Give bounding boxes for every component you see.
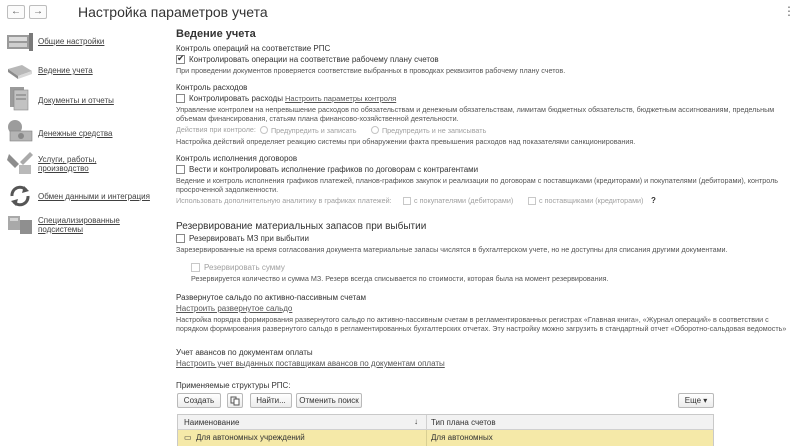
reserve-sum-label[interactable]: Резервировать сумму xyxy=(204,263,285,272)
sidebar-item-general[interactable] xyxy=(6,28,166,58)
sort-arrow-icon[interactable]: ↓ xyxy=(414,417,418,426)
exchange-arrows-icon xyxy=(6,183,34,209)
arrow-right-icon: → xyxy=(33,6,43,17)
sidebar-item-label: Обмен данными и интеграция xyxy=(38,192,150,201)
general-settings-icon xyxy=(6,28,34,54)
structures-heading: Применяемые структуры РПС: xyxy=(176,381,291,390)
sidebar-item-exchange[interactable] xyxy=(6,183,166,213)
reserve-checkbox-label[interactable]: Резервировать МЗ при выбытии xyxy=(189,234,309,243)
sidebar-item-label: Документы и отчеты xyxy=(38,96,114,105)
sidebar-item-label: Общие настройки xyxy=(38,37,105,46)
sidebar-item-documents[interactable] xyxy=(6,85,166,115)
table-row[interactable] xyxy=(178,430,713,446)
balance-heading: Развернутое сальдо по активно-пассивным счетам xyxy=(176,293,367,302)
contracts-analytics-label: Использовать дополнительную аналитику в графиках платежей: xyxy=(176,196,392,205)
specialized-subsystems-icon xyxy=(6,212,34,238)
copy-icon xyxy=(230,396,240,406)
radio-label: Предупредить и не записывать xyxy=(382,126,487,135)
forward-button[interactable] xyxy=(29,5,47,19)
copy-button[interactable] xyxy=(227,393,243,408)
radio-warn-and-save[interactable] xyxy=(260,126,356,136)
rps-checkbox-label[interactable]: Контролировать операции на соответствие рабочему плану счетов xyxy=(189,55,439,64)
expenses-settings-link[interactable]: Настроить параметры контроля xyxy=(285,94,397,103)
row-icon: ▭ xyxy=(184,433,192,442)
services-tools-icon xyxy=(6,150,34,176)
more-menu-icon[interactable]: ⋮ xyxy=(783,4,795,18)
documents-icon xyxy=(6,85,34,111)
find-button[interactable]: Найти... xyxy=(250,393,292,408)
section-title: Ведение учета xyxy=(176,28,256,40)
contracts-checkbox-label[interactable]: Вести и контролировать исполнение графиков по договорам с контрагентами xyxy=(189,165,479,174)
more-button-label: Еще xyxy=(684,396,702,405)
sidebar-item-label: Специализированные подсистемы xyxy=(38,216,120,234)
advances-heading: Учет авансов по документам оплаты xyxy=(176,348,313,357)
suppliers-checkbox[interactable] xyxy=(528,197,536,205)
column-type-header[interactable]: Тип плана счетов xyxy=(431,418,496,427)
structures-table xyxy=(177,414,714,446)
sidebar-item-label: Денежные средства xyxy=(38,129,113,138)
column-divider xyxy=(426,415,427,430)
reserve-checkbox[interactable] xyxy=(176,234,185,243)
expenses-checkbox[interactable] xyxy=(176,94,185,103)
expenses-description: Управление контролем на непревышение расходов по обязательствам и денежным обязательствам, лимитам бюджетных обязательств, бюджетным ассигнованиям, предельным объемам финансирования, статьям плана финансово-хозяйственной деятельности. xyxy=(176,105,775,123)
contracts-checkbox[interactable] xyxy=(176,165,185,174)
cancel-find-button[interactable]: Отменить поиск xyxy=(296,393,362,408)
arrow-left-icon: ← xyxy=(11,6,21,17)
row-type: Для автономных xyxy=(431,433,493,442)
page-title: Настройка параметров учета xyxy=(78,4,268,20)
rps-checkbox[interactable] xyxy=(176,55,185,64)
help-icon[interactable]: ? xyxy=(651,196,656,205)
suppliers-label[interactable]: с поставщиками (кредиторами) xyxy=(539,196,644,205)
expenses-heading: Контроль расходов xyxy=(176,83,248,92)
reserve-description: Зарезервированные на время согласования документа материальные запасы числятся в бухгалтерском учете, но не доступны для списания другими документами. xyxy=(176,245,728,254)
sidebar-item-label: Услуги, работы, производство xyxy=(38,155,97,173)
sidebar-item-specialized[interactable] xyxy=(6,212,166,242)
expenses-action-note: Настройка действий определяет реакцию системы при обнаружении факта превышения расходов над показателями санкционирования. xyxy=(176,137,636,146)
sidebar-item-label: Ведение учета xyxy=(38,66,93,75)
balance-settings-link[interactable]: Настроить развернутое сальдо xyxy=(176,304,293,313)
reserve-heading: Резервирование материальных запасов при выбытии xyxy=(176,221,427,232)
radio-warn-and-block[interactable] xyxy=(371,126,486,136)
more-button[interactable] xyxy=(678,393,714,408)
contracts-description: Ведение и контроль исполнения графиков платежей, планов-графиков закупок и реализации по договорам с поставщиками (кредиторами) и покупателями (дебиторами), контроль просроченной задолженности. xyxy=(176,176,779,194)
expenses-action-label: Действия при контроле: xyxy=(176,125,256,134)
advances-settings-link[interactable]: Настроить учет выданных поставщикам авансов по документам оплаты xyxy=(176,359,445,368)
balance-description: Настройка порядка формирования развернутого сальдо по активно-пассивным счетам в регламентированных регистрах «Главная книга», «Журнал операций» в соответствии с порядком формирования развернутого сальдо в регламентированных бухгалтерских отчетах. Эту настройку можно загрузить в стандартный отчет «Оборотно-сальдовая ведомость» xyxy=(176,315,787,333)
buyers-label[interactable]: с покупателями (дебиторами) xyxy=(414,196,514,205)
buyers-checkbox[interactable] xyxy=(403,197,411,205)
sidebar-item-accounting[interactable] xyxy=(6,57,166,87)
rps-heading: Контроль операций на соответствие РПС xyxy=(176,44,331,53)
back-button[interactable] xyxy=(7,5,25,19)
table-header xyxy=(178,415,713,430)
row-name: Для автономных учреждений xyxy=(196,433,305,442)
reserve-sum-checkbox[interactable] xyxy=(191,263,200,272)
sidebar-item-services[interactable] xyxy=(6,150,166,180)
top-bar xyxy=(0,0,803,24)
rps-description: При проведении документов проверяется соответствие выбранных в проводках реквизитов рабочему плану счетов. xyxy=(176,66,566,75)
create-button[interactable]: Создать xyxy=(177,393,221,408)
column-divider xyxy=(426,430,427,446)
sidebar-item-money[interactable] xyxy=(6,118,166,148)
column-name-header[interactable]: Наименование xyxy=(184,418,240,427)
radio-button[interactable] xyxy=(260,126,268,134)
money-icon xyxy=(6,118,34,144)
contracts-heading: Контроль исполнения договоров xyxy=(176,154,298,163)
reserve-sum-note: Резервируется количество и сумма МЗ. Резерв всегда списывается по стоимости, которая была на момент резервирования. xyxy=(191,274,609,283)
radio-button[interactable] xyxy=(371,126,379,134)
accounting-book-icon xyxy=(6,57,34,83)
chevron-down-icon: ▾ xyxy=(703,396,708,405)
radio-label: Предупредить и записать xyxy=(271,126,357,135)
expenses-checkbox-label[interactable]: Контролировать расходы xyxy=(189,94,283,103)
